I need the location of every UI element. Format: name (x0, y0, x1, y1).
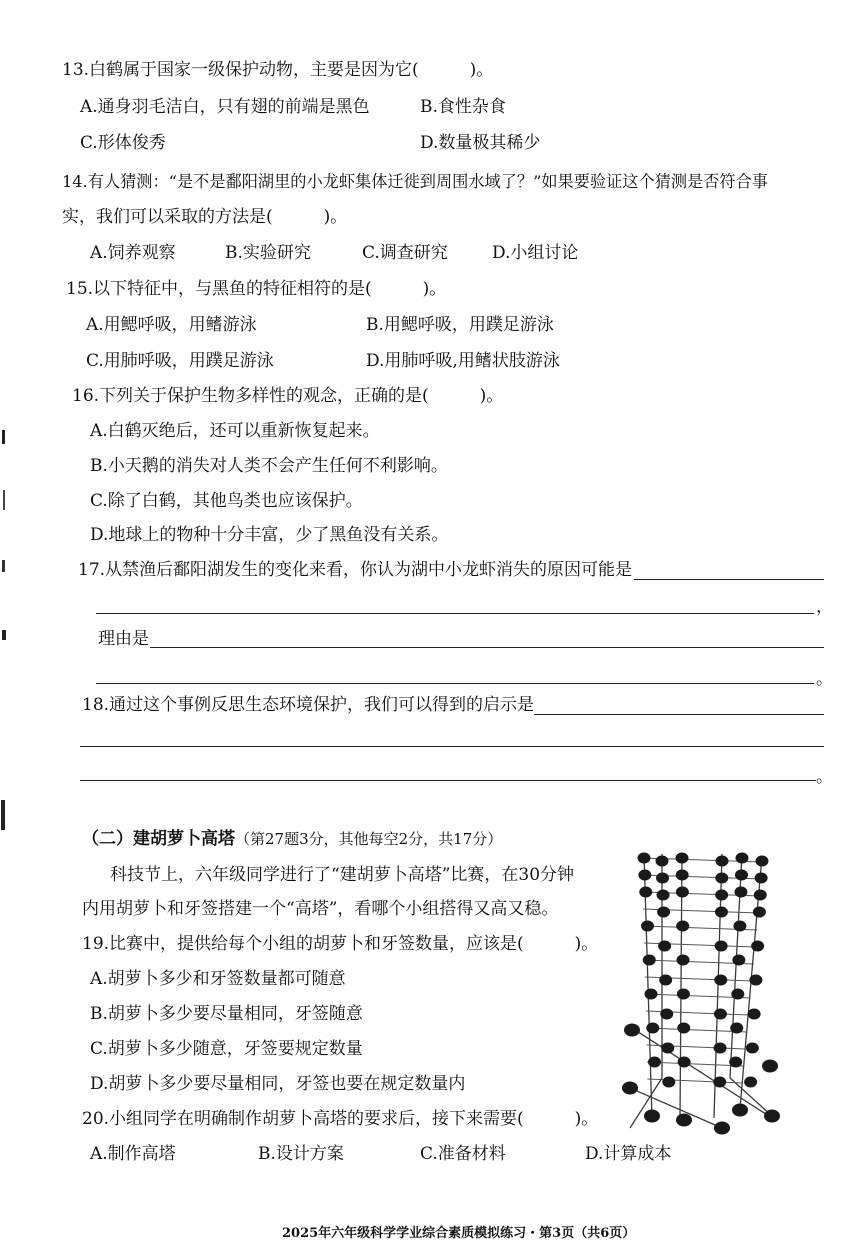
q17-stem: 17.从禁渔后鄱阳湖发生的变化来看，你认为湖中小龙虾消失的原因可能是 (78, 560, 633, 580)
carrot-piece (715, 873, 728, 884)
carrot-piece (755, 873, 768, 884)
q14-stem-line1: 14.有人猜测：“是不是鄱阳湖里的小龙虾集体迁徙到周围水域了？”如果要验证这个猜测是否符合事 (62, 172, 768, 191)
carrot-piece (753, 907, 766, 918)
carrot-piece (734, 887, 747, 898)
q15-option-a[interactable]: A.用鳃呼吸，用鳍游泳 (86, 315, 257, 335)
carrot-piece (678, 1057, 691, 1068)
q16-option-a[interactable]: A.白鹤灭绝后，还可以重新恢复起来。 (90, 421, 380, 441)
carrot-piece (676, 887, 689, 898)
q18-stem: 18.通过这个事例反思生态环境保护，我们可以得到的启示是 (82, 695, 535, 715)
q16-option-c[interactable]: C.除了白鹤，其他鸟类也应该保护。 (90, 491, 363, 511)
carrot-piece (733, 921, 746, 932)
carrot-piece (715, 890, 728, 901)
carrot-piece (656, 856, 669, 867)
carrot-piece (744, 1077, 757, 1088)
carrot-piece (714, 1009, 727, 1020)
carrot-piece (643, 955, 656, 966)
carrot-piece (714, 1043, 727, 1054)
q18-end-mark: 。 (816, 767, 833, 787)
carrot-piece (638, 853, 651, 864)
carrot-piece (677, 1023, 690, 1034)
q16-option-d[interactable]: D.地球上的物种十分丰富，少了黑鱼没有关系。 (90, 525, 449, 545)
carrot-piece (662, 1077, 675, 1088)
carrot-piece (754, 890, 767, 901)
carrot-piece (677, 989, 690, 1000)
q17-comma: ， (816, 597, 833, 617)
q13-option-a[interactable]: A.通身羽毛洁白，只有翅的前端是黑色 (80, 97, 370, 117)
q17-reason-line-2[interactable] (96, 683, 814, 684)
q19-option-c[interactable]: C.胡萝卜多少随意，牙签要规定数量 (90, 1039, 363, 1059)
carrot-piece (657, 907, 670, 918)
q18-answer-line-3[interactable] (80, 780, 816, 781)
q13-option-c[interactable]: C.形体俊秀 (80, 133, 166, 153)
q14-option-b[interactable]: B.实验研究 (225, 243, 311, 263)
q18-answer-line-2[interactable] (80, 746, 824, 747)
carrot-piece (749, 975, 762, 986)
carrot-piece (657, 890, 670, 901)
carrot-piece (646, 1023, 659, 1034)
carrot-piece (676, 1114, 692, 1127)
q16-option-b[interactable]: B.小天鹅的消失对人类不会产生任何不利影响。 (90, 456, 448, 476)
carrot-piece (716, 856, 729, 867)
carrot-piece (676, 853, 689, 864)
q14-option-a[interactable]: A.饲养观察 (90, 243, 176, 263)
carrot-piece (656, 873, 669, 884)
carrot-piece (764, 1110, 780, 1123)
carrot-piece (660, 1009, 673, 1020)
carrot-piece (746, 1043, 759, 1054)
carrot-piece (731, 989, 744, 1000)
carrot-piece (735, 870, 748, 881)
carrot-piece (714, 975, 727, 986)
q17-end-mark: 。 (816, 669, 833, 689)
carrot-tower-photo (622, 848, 782, 1138)
q15-option-b[interactable]: B.用鳃呼吸，用蹼足游泳 (366, 315, 554, 335)
section2-score-note: （第27题3分，其他每空2分，共17分） (235, 830, 503, 848)
section2-heading (82, 828, 502, 850)
carrot-piece (658, 941, 671, 952)
q20-option-b[interactable]: B.设计方案 (258, 1144, 344, 1164)
carrot-piece (639, 887, 652, 898)
section2-intro-line2: 内用胡萝卜和牙签搭建一个“高塔”，看哪个小组搭得又高又稳。 (82, 899, 559, 919)
carrot-piece (638, 870, 651, 881)
carrot-piece (659, 975, 672, 986)
q18-answer-line-1[interactable] (534, 714, 824, 715)
carrot-piece (736, 853, 749, 864)
section2-title: （二）建胡萝卜高塔 (82, 829, 235, 849)
carrot-piece (762, 1060, 778, 1073)
q16-stem: 16.下列关于保护生物多样性的观念，正确的是( )。 (72, 386, 504, 406)
q19-option-a[interactable]: A.胡萝卜多少和牙签数量都可随意 (90, 969, 346, 989)
carrot-piece (713, 1077, 726, 1088)
carrot-piece (644, 1110, 660, 1123)
carrot-piece (729, 1057, 742, 1068)
carrot-piece (714, 1122, 730, 1135)
section2-intro-line1: 科技节上，六年级同学进行了“建胡萝卜高塔”比赛，在30分钟 (110, 865, 575, 885)
carrot-piece (661, 1043, 674, 1054)
carrot-piece (641, 921, 654, 932)
q17-reason-line-1[interactable] (150, 647, 824, 648)
carrot-piece (756, 856, 769, 867)
q13-option-d[interactable]: D.数量极其稀少 (420, 133, 541, 153)
carrot-piece (645, 989, 658, 1000)
q19-stem: 19.比赛中，提供给每个小组的胡萝卜和牙签数量，应该是( )。 (82, 934, 599, 954)
q19-option-d[interactable]: D.胡萝卜多少要尽量相同，牙签也要在规定数量内 (90, 1074, 466, 1094)
q15-option-c[interactable]: C.用肺呼吸，用蹼足游泳 (86, 351, 274, 371)
q17-answer-line-1[interactable] (634, 579, 824, 580)
carrot-piece (624, 1024, 640, 1037)
q14-stem-line2: 实，我们可以采取的方法是( )。 (62, 207, 348, 227)
q20-option-d[interactable]: D.计算成本 (585, 1144, 672, 1164)
q14-option-d[interactable]: D.小组讨论 (492, 243, 579, 263)
carrot-piece (748, 1009, 761, 1020)
scan-edge-marks (0, 420, 12, 840)
carrot-piece (751, 941, 764, 952)
carrot-piece (622, 1082, 638, 1095)
carrot-piece (676, 921, 689, 932)
page-footer: 2025年六年级科学学业综合素质模拟练习・第3页（共6页） (282, 1226, 636, 1241)
carrot-piece (732, 1104, 748, 1117)
q20-option-c[interactable]: C.准备材料 (420, 1144, 506, 1164)
carrot-piece (715, 907, 728, 918)
q17-answer-line-2[interactable] (96, 613, 814, 614)
q14-option-c[interactable]: C.调查研究 (362, 243, 448, 263)
q15-option-d[interactable]: D.用肺呼吸,用鳍状肢游泳 (366, 351, 560, 371)
q17-reason-label: 理由是 (98, 629, 149, 649)
carrot-piece (648, 1057, 661, 1068)
carrot-piece (730, 1023, 743, 1034)
toothpick (647, 1079, 742, 1083)
carrot-piece (676, 870, 689, 881)
carrot-piece (715, 941, 728, 952)
q20-stem: 20.小组同学在明确制作胡萝卜高塔的要求后，接下来需要( )。 (82, 1109, 599, 1129)
q20-option-a[interactable]: A.制作高塔 (90, 1144, 176, 1164)
q13-stem: 13.白鹤属于国家一级保护动物，主要是因为它( )。 (62, 60, 494, 80)
carrot-piece (732, 955, 745, 966)
q19-option-b[interactable]: B.胡萝卜多少要尽量相同，牙签随意 (90, 1004, 363, 1024)
q13-option-b[interactable]: B.食性杂食 (420, 97, 506, 117)
q15-stem: 15.以下特征中，与黑鱼的特征相符的是( )。 (66, 279, 447, 299)
carrot-piece (677, 955, 690, 966)
